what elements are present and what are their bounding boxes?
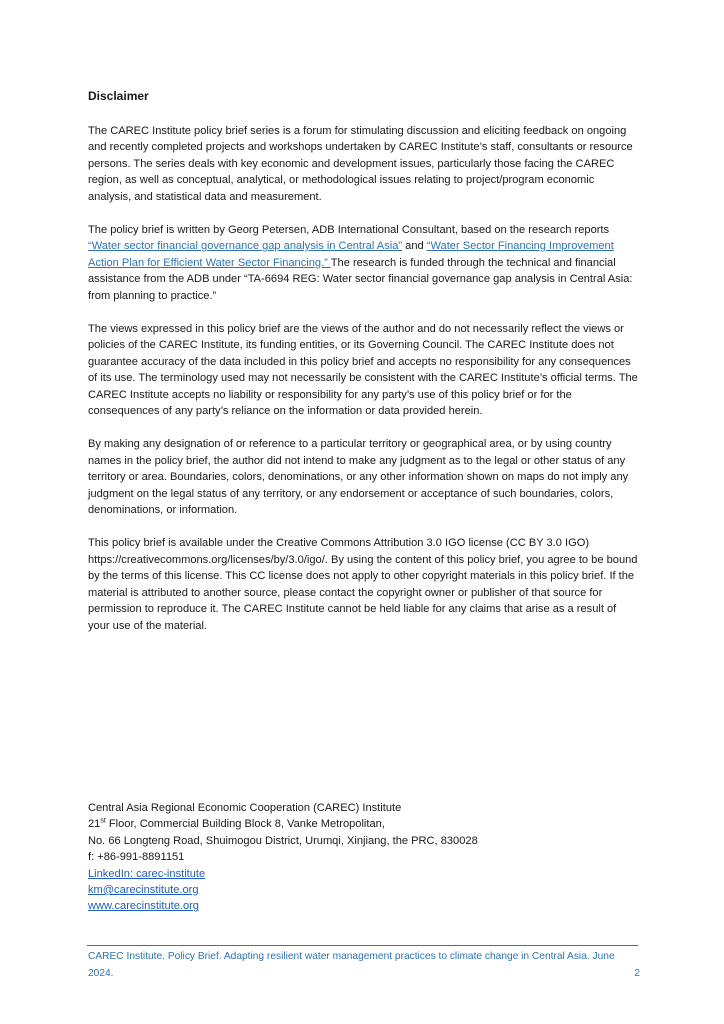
address-floor xyxy=(88,816,640,832)
paragraph-license: This policy brief is available under the Creative Commons Attribution 3.0 IGO license (CC BY 3.0 IGO) https://creativecommons.org/licenses/by/3.0/igo/. By using the content of this policy brief, you agree to be bound by the terms of this license. This CC license does not apply to other copyright materials in this policy brief. If the material is attributed to another source, please contact the copyright owner or publisher of that source for permission to reproduce it. The CAREC Institute cannot be held liable for any claims that arise as a result of your use of the material. xyxy=(88,537,638,632)
email-link[interactable]: km@carecinstitute.org xyxy=(88,884,199,897)
paragraph-series-description: The CAREC Institute policy brief series is a forum for stimulating discussion and eliciting feedback on ongoing and recently completed projects and workshops undertaken by CAREC Institute’s staff, consultants or resource persons. The series deals with key economic and development issues, particularly those facing the CAREC region, as well as conceptual, analytical, or methodological issues relating to project/program economic analysis, and statistical data and measurement. xyxy=(88,124,633,203)
organization-name: Central Asia Regional Economic Cooperation (CAREC) Institute xyxy=(88,802,402,814)
disclaimer-heading: Disclaimer xyxy=(88,89,149,103)
floor-ordinal-suffix: st xyxy=(100,817,106,825)
disclaimer-section xyxy=(88,88,640,651)
authorship-text-between: and xyxy=(402,240,427,252)
fax-number: f: +86-991-8891151 xyxy=(88,851,185,864)
paragraph-territory: By making any designation of or reference to a particular territory or geographical area, or by using country names in the policy brief, the author did not intend to make any judgment as to the legal or other status of any territory or area. Boundaries, colors, denominations, or any other information shown on maps do not imply any judgment on the legal status of any territory, or any endorsement or acceptance of such boundaries, colors, denominations, or information. xyxy=(88,438,629,516)
contact-address-block xyxy=(88,800,640,915)
page-number: 2 xyxy=(634,967,640,979)
report-link-action-plan[interactable]: “Water Sector Financing Improvement Action Plan for Efficient Water Sector Financing.” xyxy=(88,240,614,269)
report-link-gap-analysis[interactable]: “Water sector financial governance gap analysis in Central Asia” xyxy=(88,240,403,252)
paragraph-authorship xyxy=(88,222,640,305)
floor-number: 21 xyxy=(88,818,101,831)
address-street: No. 66 Longteng Road, Shuimogou District, Urumqi, Xinjiang, the PRC, 830028 xyxy=(88,834,478,847)
paragraph-views-liability: The views expressed in this policy brief are the views of the author and do not necessarily reflect the views or policies of the CAREC Institute, its funding entities, or its Governing Council. The CAREC Institute does not guarantee accuracy of the data included in this policy brief and accepts no responsibility for any consequences of its use. The terminology used may not necessarily be consistent with the CAREC Institute’s official terms. The CAREC Institute accepts no liability or responsibility for any party’s use of this policy brief or for the consequences of any party’s reliance on the information or data provided herein. xyxy=(88,322,638,417)
website-link[interactable]: www.carecinstitute.org xyxy=(88,900,199,913)
footer-divider xyxy=(87,945,638,946)
authorship-text-before: The policy brief is written by Georg Petersen, ADB International Consultant, based on the research reports xyxy=(88,223,610,236)
floor-rest: Floor, Commercial Building Block 8, Vanke Metropolitan, xyxy=(105,818,385,831)
footer-citation: CAREC Institute. Policy Brief. Adapting resilient water management practices to climate change in Central Asia. June 2024. xyxy=(88,951,615,979)
authorship-text-after: The research is funded through the technical and financial assistance from the ADB under “TA-6694 REG: Water sector financial governance gap analysis in Central Asia: from planning to practice.” xyxy=(88,256,633,302)
page-footer xyxy=(88,949,640,982)
linkedin-link[interactable]: LinkedIn: carec-institute xyxy=(88,867,206,880)
